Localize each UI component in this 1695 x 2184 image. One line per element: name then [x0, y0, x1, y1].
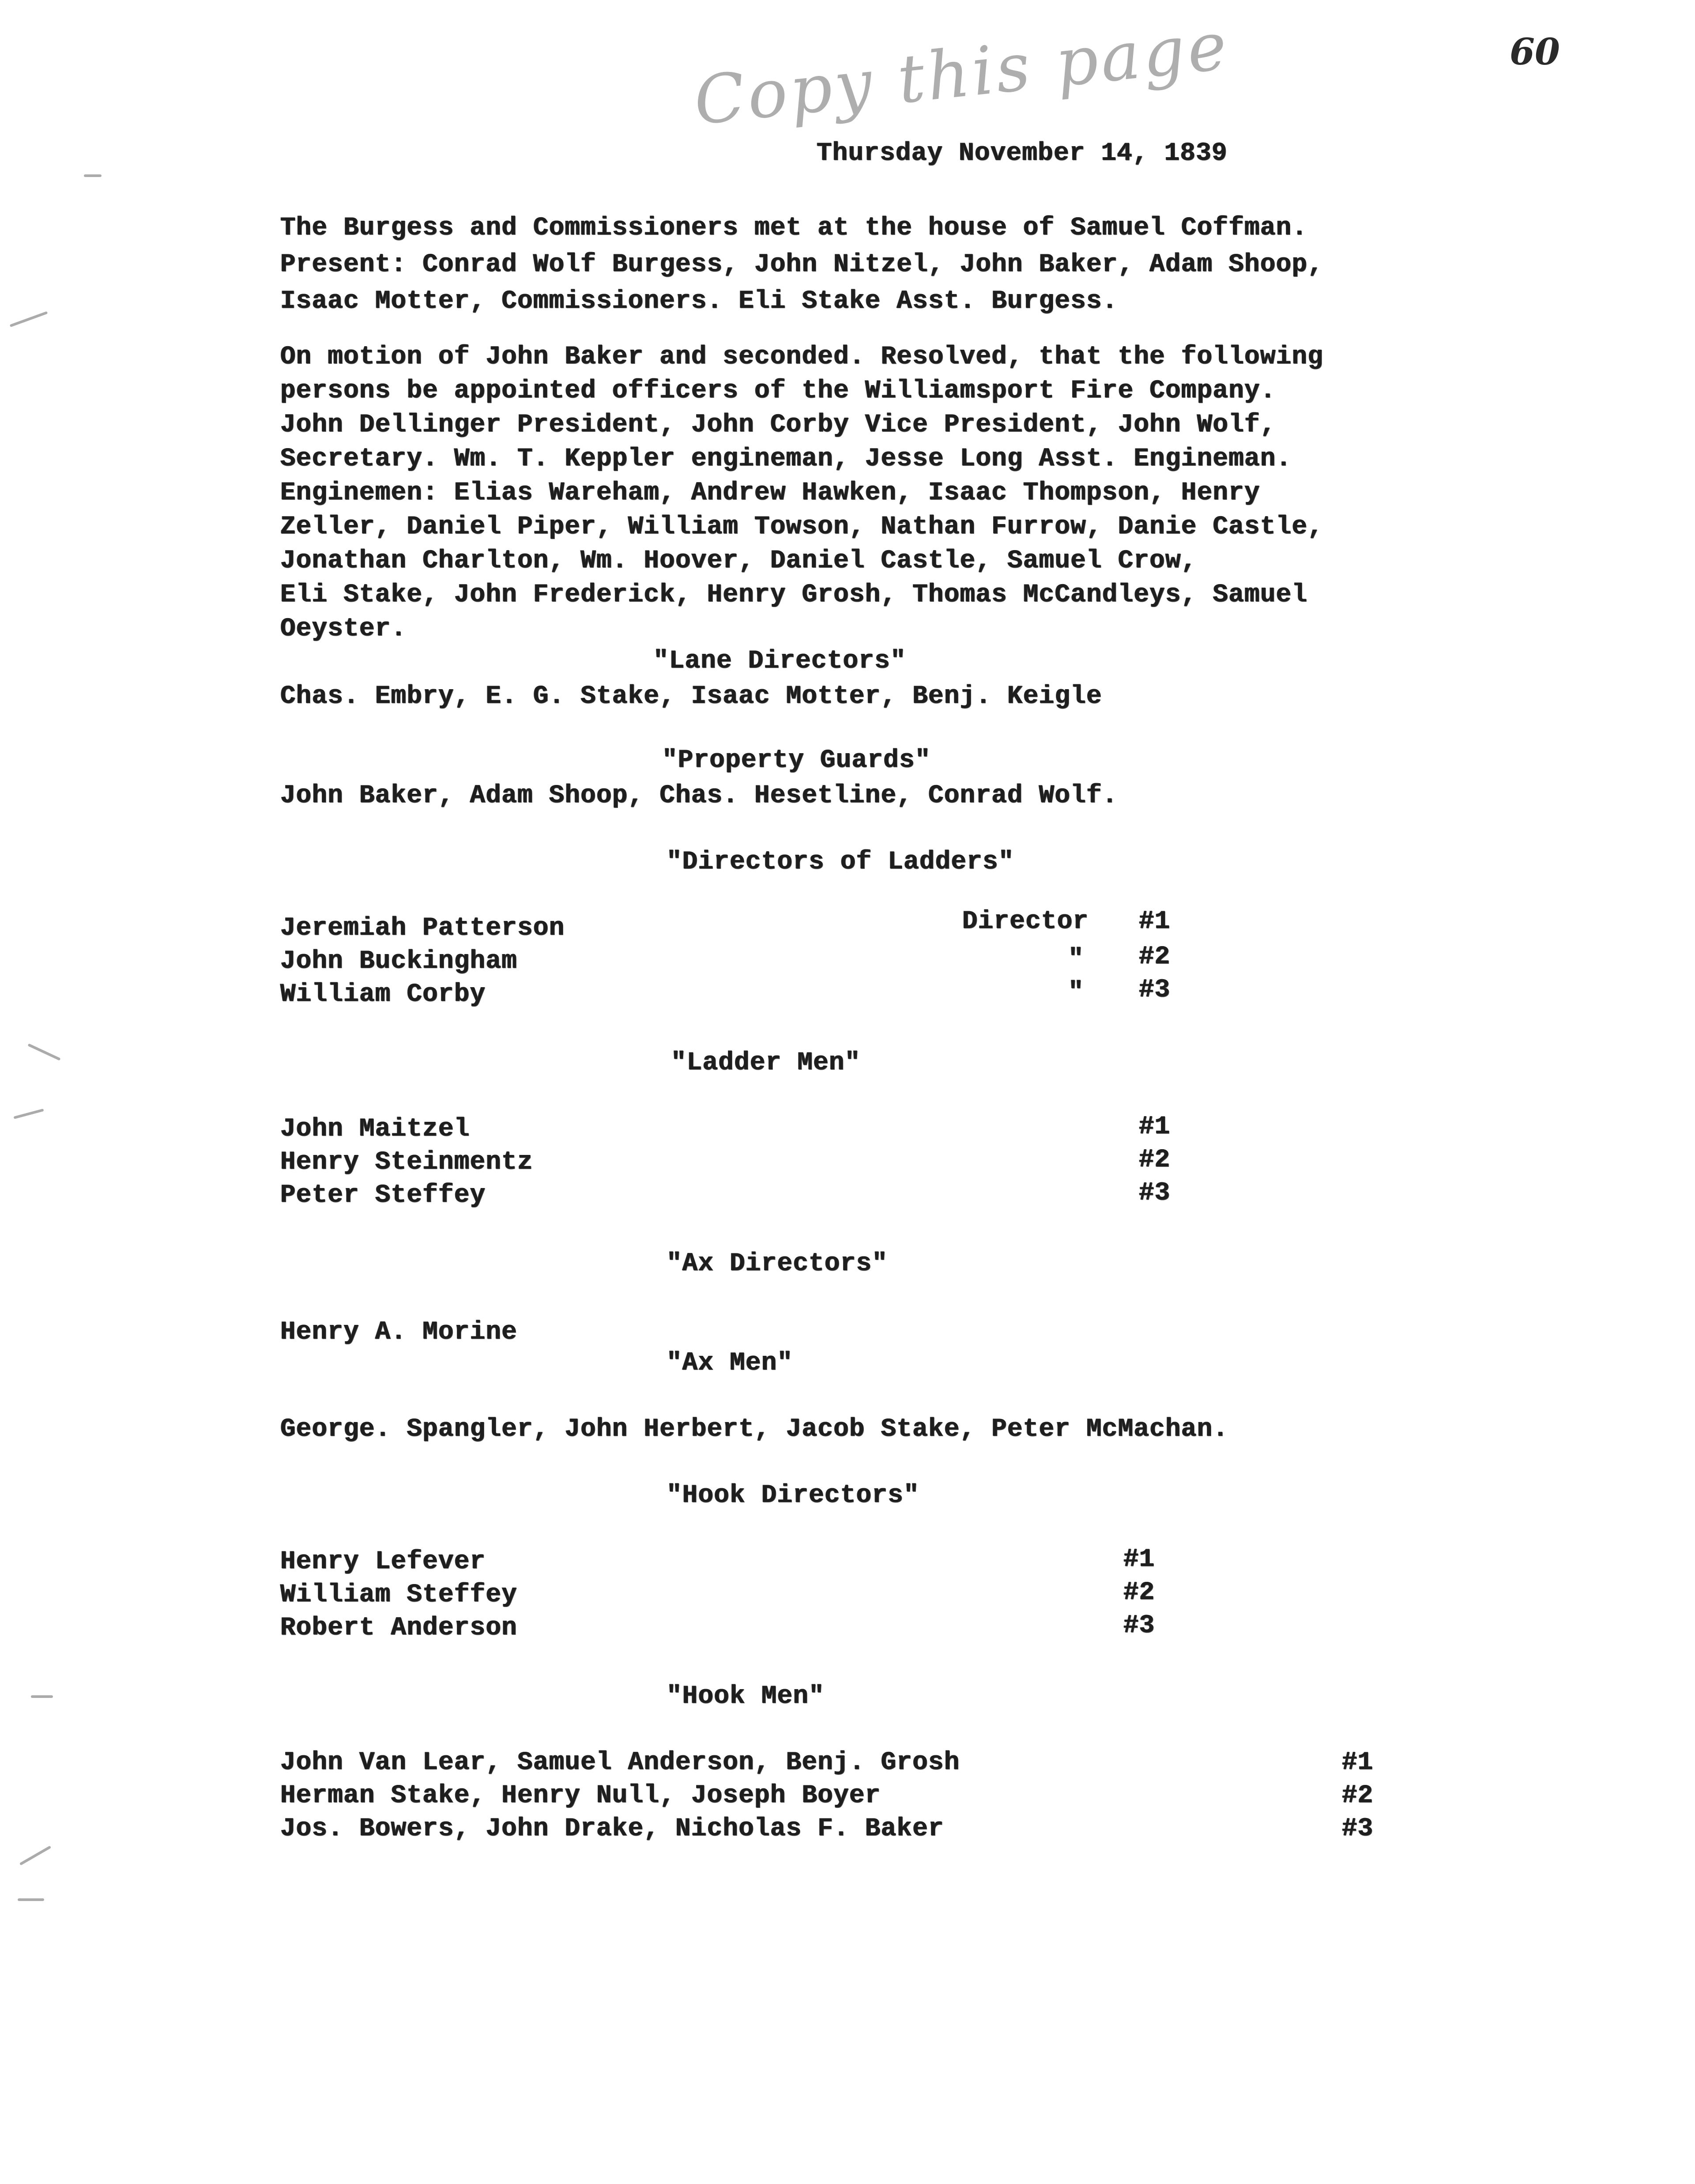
motion-line: Oeyster.: [280, 615, 407, 643]
motion-line: On motion of John Baker and seconded. Resolved, that the following: [280, 343, 1324, 371]
motion-line: Jonathan Charlton, Wm. Hoover, Daniel Castle, Samuel Crow,: [280, 547, 1197, 575]
intro-line: Isaac Motter, Commissioners. Eli Stake Asst. Burgess.: [280, 287, 1118, 316]
hook-directors-title: "Hook Directors": [667, 1481, 919, 1510]
ladder-director-name: William Corby: [280, 980, 486, 1009]
lane-directors-names: Chas. Embry, E. G. Stake, Isaac Motter, Benj. Keigle: [280, 682, 1102, 711]
motion-line: Secretary. Wm. T. Keppler engineman, Jesse Long Asst. Engineman.: [280, 445, 1292, 473]
hook-director-number: #1: [1123, 1545, 1155, 1574]
ladder-man-number: #2: [1139, 1146, 1171, 1174]
intro-line: The Burgess and Commissioners met at the house of Samuel Coffman.: [280, 214, 1308, 242]
ladder-men-title: "Ladder Men": [671, 1049, 861, 1077]
ladder-man-name: Henry Steinmentz: [280, 1148, 533, 1177]
hook-director-name: William Steffey: [280, 1580, 518, 1609]
ax-director-name: Henry A. Morine: [280, 1318, 518, 1347]
motion-line: Eli Stake, John Frederick, Henry Grosh, Thomas McCandleys, Samuel: [280, 581, 1308, 609]
intro-line: Present: Conrad Wolf Burgess, John Nitzel, John Baker, Adam Shoop,: [280, 250, 1324, 279]
margin-mark: [19, 1845, 51, 1865]
ladder-director-number: #1: [1139, 907, 1171, 936]
margin-mark: [18, 1898, 44, 1901]
ladder-man-number: #1: [1139, 1113, 1171, 1141]
ladder-man-number: #3: [1139, 1179, 1171, 1207]
hook-director-number: #3: [1123, 1611, 1155, 1640]
ladder-director-name: John Buckingham: [280, 947, 518, 976]
date-heading: Thursday November 14, 1839: [817, 139, 1228, 168]
motion-line: John Dellinger President, John Corby Vice President, John Wolf,: [280, 411, 1276, 439]
hook-director-name: Henry Lefever: [280, 1547, 486, 1576]
margin-mark: [10, 311, 48, 327]
margin-mark: [27, 1043, 60, 1060]
ladder-director-name: Jeremiah Patterson: [280, 914, 565, 943]
ladder-director-role: ": [1068, 945, 1084, 973]
ladder-director-role: Director: [962, 907, 1089, 936]
ladder-man-name: John Maitzel: [280, 1115, 470, 1143]
lane-directors-title: "Lane Directors": [653, 647, 906, 675]
motion-line: Zeller, Daniel Piper, William Towson, Nathan Furrow, Danie Castle,: [280, 513, 1324, 541]
handwritten-note: Copy this page: [690, 7, 1233, 140]
ladder-directors-title: "Directors of Ladders": [667, 848, 1014, 876]
property-guards-names: John Baker, Adam Shoop, Chas. Hesetline, Conrad Wolf.: [280, 781, 1118, 810]
ax-directors-title: "Ax Directors": [667, 1249, 888, 1278]
hook-men-number: #3: [1342, 1814, 1374, 1843]
hook-men-number: #1: [1342, 1748, 1374, 1777]
ladder-man-name: Peter Steffey: [280, 1181, 486, 1210]
page-number: 60: [1510, 31, 1560, 73]
hook-director-number: #2: [1123, 1578, 1155, 1607]
margin-mark: [31, 1695, 53, 1698]
ladder-director-number: #2: [1139, 943, 1171, 971]
intro-paragraph: [280, 210, 1323, 320]
hook-men-row: Jos. Bowers, John Drake, Nicholas F. Baker: [280, 1814, 944, 1843]
hook-men-title: "Hook Men": [667, 1682, 825, 1711]
ladder-director-number: #3: [1139, 976, 1171, 1004]
hook-men-number: #2: [1342, 1781, 1374, 1810]
motion-line: Enginemen: Elias Wareham, Andrew Hawken, Isaac Thompson, Henry: [280, 479, 1260, 507]
ax-men-title: "Ax Men": [667, 1349, 793, 1377]
ax-men-names: George. Spangler, John Herbert, Jacob Stake, Peter McMachan.: [280, 1415, 1229, 1444]
ladder-director-role: ": [1068, 978, 1084, 1007]
motion-line: persons be appointed officers of the Williamsport Fire Company.: [280, 377, 1276, 405]
property-guards-title: "Property Guards": [662, 746, 931, 775]
hook-men-row: John Van Lear, Samuel Anderson, Benj. Grosh: [280, 1748, 960, 1777]
hook-director-name: Robert Anderson: [280, 1614, 518, 1642]
margin-mark: [13, 1109, 44, 1119]
margin-mark: [84, 174, 102, 177]
motion-paragraph: [280, 340, 1323, 646]
hook-men-row: Herman Stake, Henry Null, Joseph Boyer: [280, 1781, 881, 1810]
